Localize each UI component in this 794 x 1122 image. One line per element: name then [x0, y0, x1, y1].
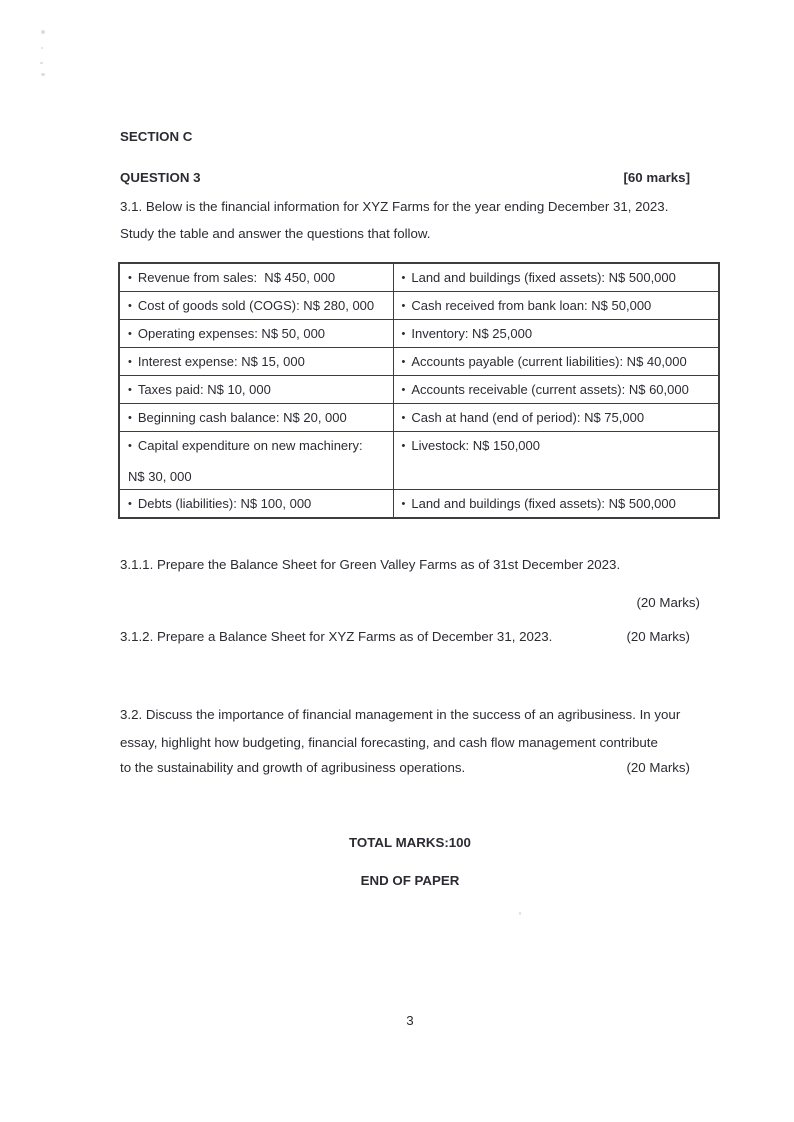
table-cell — [119, 404, 393, 432]
question-heading-row — [120, 170, 690, 185]
bullet-icon: • — [401, 328, 406, 340]
cell-text: Cost of goods sold (COGS): N$ 280, 000 — [137, 298, 375, 313]
essay-question-marks: (20 Marks) — [626, 760, 690, 775]
table-cell — [119, 292, 393, 320]
table-cell — [393, 490, 719, 519]
scan-artifact — [41, 30, 45, 34]
cell-text: Debts (liabilities): N$ 100, 000 — [137, 496, 312, 511]
table-row — [119, 376, 719, 404]
bullet-icon: • — [401, 272, 406, 284]
bullet-icon: • — [401, 440, 406, 452]
subquestion-3-1-2-marks: (20 Marks) — [626, 629, 690, 644]
table-cell — [119, 490, 393, 519]
scan-artifact — [519, 912, 521, 915]
bullet-icon: • — [401, 498, 406, 510]
section-heading: SECTION C — [120, 129, 193, 144]
table-cell — [393, 376, 719, 404]
table-row — [119, 490, 719, 519]
table-cell — [119, 348, 393, 376]
essay-question-line-3-row — [120, 760, 690, 775]
bullet-icon: • — [401, 384, 406, 396]
subquestion-3-1-2-row — [120, 629, 690, 644]
table-row — [119, 292, 719, 320]
cell-text-continued: N$ 30, 000 — [128, 469, 192, 484]
cell-text: Capital expenditure on new machinery: — [137, 438, 363, 453]
bullet-icon: • — [128, 412, 132, 424]
essay-question-line-1: 3.2. Discuss the importance of financial management in the success of an agribusiness. In your — [120, 707, 681, 722]
bullet-icon: • — [128, 356, 132, 368]
bullet-icon: • — [401, 356, 406, 368]
table-row — [119, 348, 719, 376]
bullet-icon: • — [401, 412, 406, 424]
table-cell — [119, 263, 393, 292]
page-number: 3 — [406, 1013, 414, 1028]
cell-text: Accounts receivable (current assets): N$ 60,000 — [411, 382, 689, 397]
subquestion-3-1-1: 3.1.1. Prepare the Balance Sheet for Green Valley Farms as of 31st December 2023. — [120, 557, 621, 572]
table-cell — [119, 376, 393, 404]
bullet-icon: • — [128, 300, 132, 312]
cell-text: Livestock: N$ 150,000 — [411, 438, 540, 453]
essay-question-line-3: to the sustainability and growth of agribusiness operations. — [120, 760, 466, 775]
essay-question-line-2: essay, highlight how budgeting, financial forecasting, and cash flow management contribute — [120, 735, 658, 750]
table-row — [119, 320, 719, 348]
total-marks: TOTAL MARKS:100 — [349, 835, 471, 850]
bullet-icon: • — [401, 300, 406, 312]
table-row — [119, 432, 719, 490]
table-row — [119, 404, 719, 432]
cell-text: Land and buildings (fixed assets): N$ 500,000 — [411, 270, 676, 285]
cell-text: Interest expense: N$ 15, 000 — [137, 354, 305, 369]
cell-text: Cash received from bank loan: N$ 50,000 — [411, 298, 652, 313]
bullet-icon: • — [128, 272, 132, 284]
intro-line-1: 3.1. Below is the financial information for XYZ Farms for the year ending December 31, 2023. — [120, 199, 669, 214]
table-cell — [119, 320, 393, 348]
financial-table — [118, 262, 720, 519]
table-cell — [393, 263, 719, 292]
bullet-icon: • — [128, 384, 132, 396]
scan-artifact — [41, 47, 43, 49]
table-cell — [393, 320, 719, 348]
scan-artifact — [41, 73, 45, 76]
cell-text: Beginning cash balance: N$ 20, 000 — [137, 410, 347, 425]
cell-text: Accounts payable (current liabilities): N$ 40,000 — [411, 354, 687, 369]
scan-artifact — [40, 62, 43, 64]
question-marks: [60 marks] — [623, 170, 690, 185]
intro-line-2: Study the table and answer the questions that follow. — [120, 226, 431, 241]
table-cell — [119, 432, 393, 490]
cell-text: Land and buildings (fixed assets): N$ 500,000 — [411, 496, 676, 511]
cell-line — [128, 437, 387, 455]
end-of-paper: END OF PAPER — [360, 873, 460, 888]
subquestion-3-1-1-marks: (20 Marks) — [636, 595, 700, 610]
bullet-icon: • — [128, 440, 132, 452]
cell-text: Cash at hand (end of period): N$ 75,000 — [411, 410, 645, 425]
question-heading: QUESTION 3 — [120, 170, 201, 185]
table-row — [119, 263, 719, 292]
table-cell — [393, 348, 719, 376]
bullet-icon: • — [128, 498, 132, 510]
table-cell — [393, 292, 719, 320]
subquestion-3-1-2: 3.1.2. Prepare a Balance Sheet for XYZ Farms as of December 31, 2023. — [120, 629, 553, 644]
cell-text: Revenue from sales: N$ 450, 000 — [137, 270, 336, 285]
cell-text: Inventory: N$ 25,000 — [411, 326, 533, 341]
cell-text: Operating expenses: N$ 50, 000 — [137, 326, 326, 341]
table-cell — [393, 404, 719, 432]
bullet-icon: • — [128, 328, 132, 340]
cell-text: Taxes paid: N$ 10, 000 — [137, 382, 271, 397]
table-cell — [393, 432, 719, 490]
